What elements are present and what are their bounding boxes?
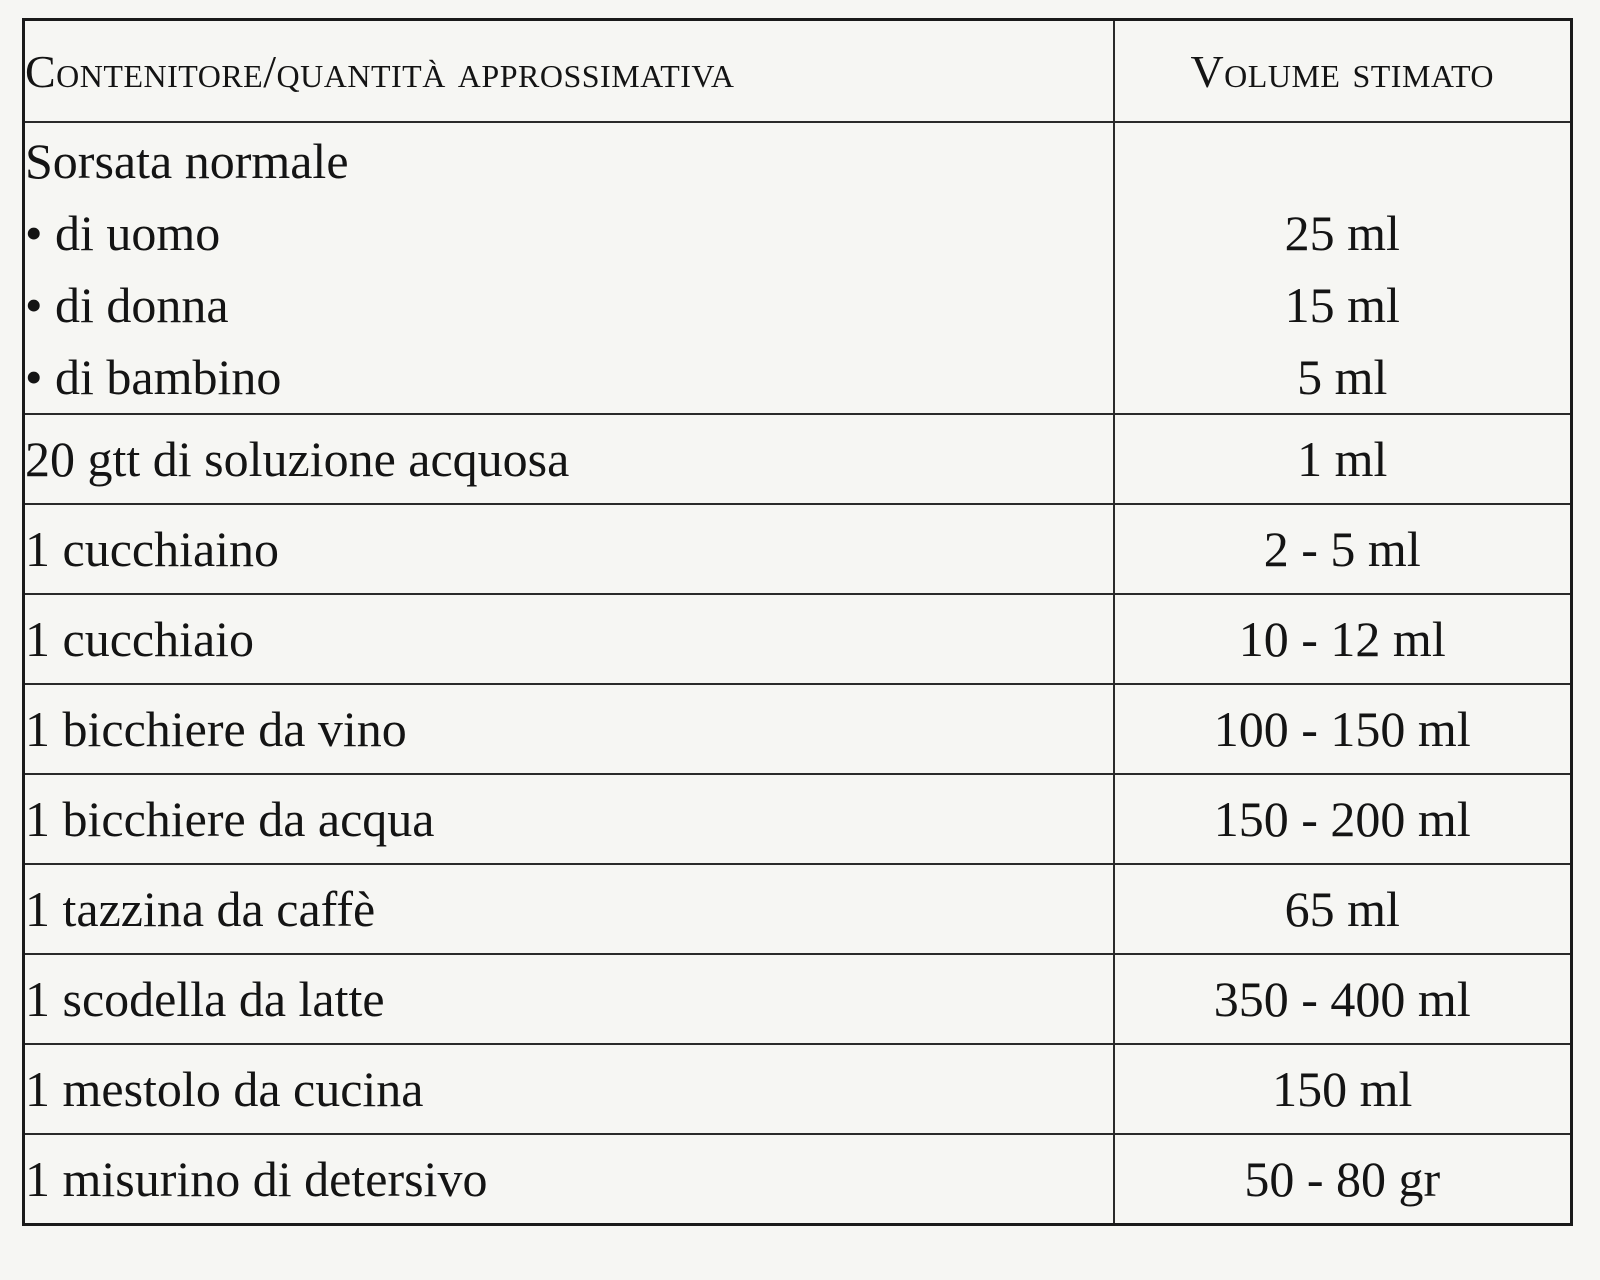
row-value: 150 ml <box>1114 1044 1572 1134</box>
row-label: 1 scodella da latte <box>24 954 1114 1044</box>
row-value: 350 - 400 ml <box>1114 954 1572 1044</box>
group-item-label: di uomo <box>55 205 221 261</box>
group-label-cell <box>24 122 1114 414</box>
bullet-icon: • <box>25 205 43 261</box>
row-value: 65 ml <box>1114 864 1572 954</box>
row-label: 1 cucchiaio <box>24 594 1114 684</box>
row-value: 10 - 12 ml <box>1114 594 1572 684</box>
table-row <box>24 864 1572 954</box>
row-value: 1 ml <box>1114 414 1572 504</box>
table-row-sorsata <box>24 122 1572 414</box>
group-item-value: 15 ml <box>1284 277 1400 333</box>
row-value: 150 - 200 ml <box>1114 774 1572 864</box>
table-row <box>24 684 1572 774</box>
table-row <box>24 504 1572 594</box>
group-item <box>25 341 1113 413</box>
table-header-row <box>24 20 1572 123</box>
row-value: 100 - 150 ml <box>1114 684 1572 774</box>
row-label: 1 cucchiaino <box>24 504 1114 594</box>
bullet-icon: • <box>25 277 43 333</box>
group-item-label: di donna <box>55 277 229 333</box>
table-row <box>24 774 1572 864</box>
group-value-cell <box>1114 122 1572 414</box>
row-label: 1 bicchiere da vino <box>24 684 1114 774</box>
group-item-value: 5 ml <box>1297 349 1388 405</box>
table-row <box>24 1134 1572 1225</box>
header-volume: Volume stimato <box>1114 20 1572 123</box>
bullet-icon: • <box>25 349 43 405</box>
row-label: 1 bicchiere da acqua <box>24 774 1114 864</box>
row-label: 20 gtt di soluzione acquosa <box>24 414 1114 504</box>
table-row <box>24 1044 1572 1134</box>
row-value: 50 - 80 gr <box>1114 1134 1572 1225</box>
volume-table <box>22 18 1573 1226</box>
table-row <box>24 954 1572 1044</box>
row-label: 1 misurino di detersivo <box>24 1134 1114 1225</box>
group-item-value: 25 ml <box>1284 205 1400 261</box>
row-value: 2 - 5 ml <box>1114 504 1572 594</box>
group-item <box>25 197 1113 269</box>
row-label: 1 tazzina da caffè <box>24 864 1114 954</box>
group-item <box>25 269 1113 341</box>
table-row <box>24 414 1572 504</box>
row-label: 1 mestolo da cucina <box>24 1044 1114 1134</box>
table-row <box>24 594 1572 684</box>
group-title: Sorsata normale <box>25 133 349 189</box>
group-item-label: di bambino <box>55 349 282 405</box>
header-container: Contenitore/quantità approssimativa <box>24 20 1114 123</box>
